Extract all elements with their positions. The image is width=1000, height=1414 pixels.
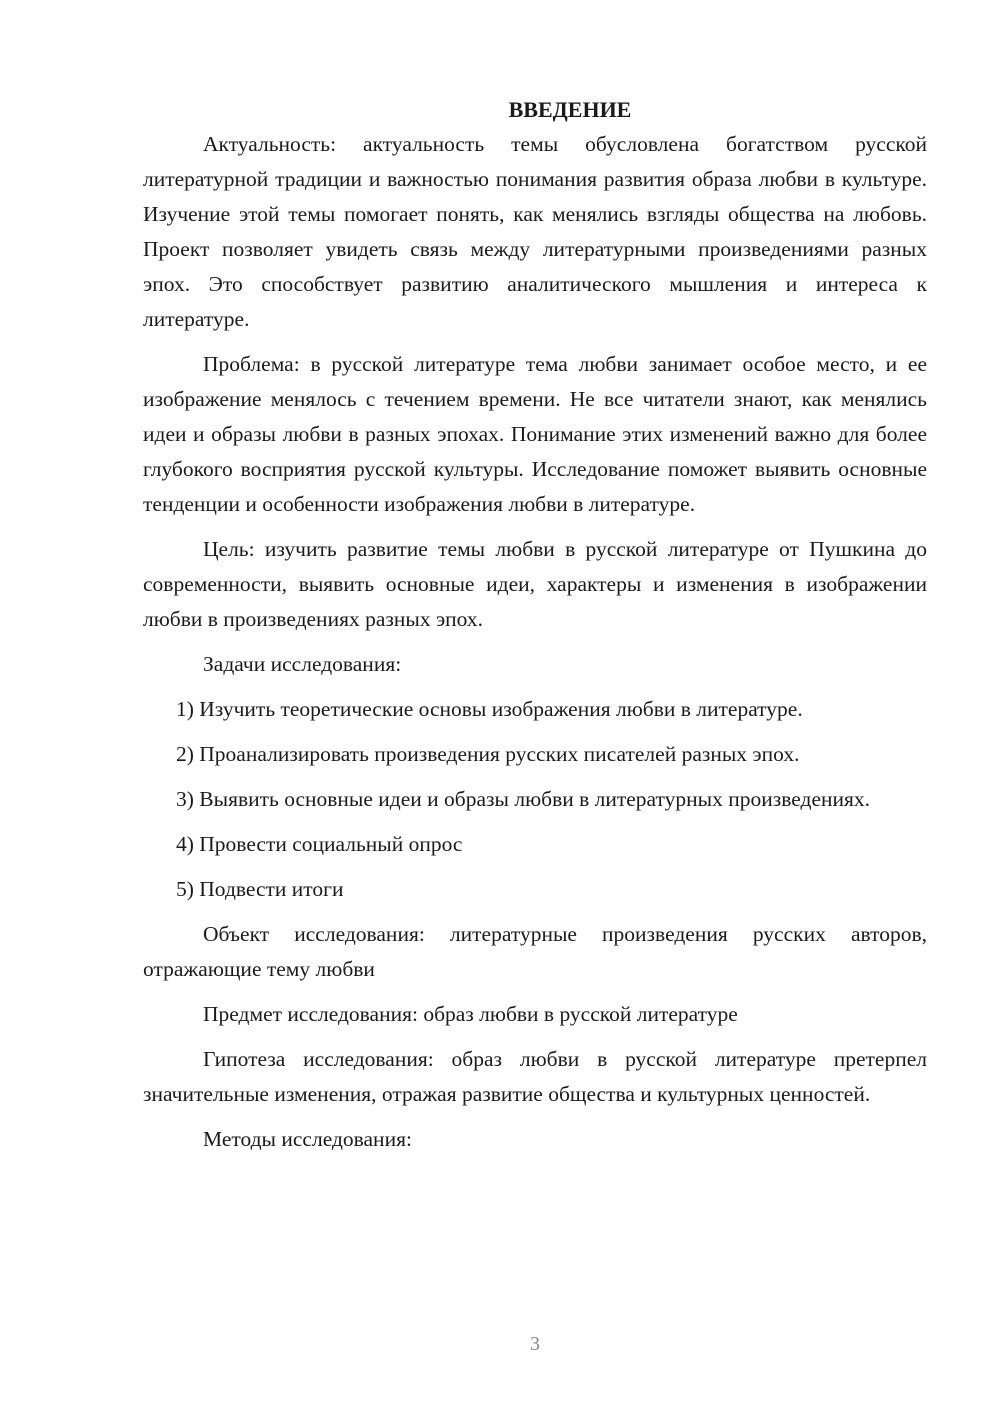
methods-heading: Методы исследования: — [203, 1127, 412, 1151]
problem-paragraph: Проблема: в русской литературе тема любви занимает особое место, и ее изображение менялось с течением времени. Не все читатели знают, как менялись идеи и образы любви в разных эпохах. Понимание этих изменений важно для более глубокого восприятия русской культуры. Исследование поможет выявить основные тенденции и особенности изображения любви в литературе. — [143, 352, 927, 516]
goal-paragraph: Цель: изучить развитие темы любви в русской литературе от Пушкина до современности, выявить основные идеи, характеры и изменения в изображении любви в произведениях разных эпох. — [143, 537, 927, 631]
task-item: 4) Провести социальный опрос — [176, 832, 463, 856]
document-body — [143, 92, 927, 1157]
page-title: ВВЕДЕНИЕ — [508, 97, 632, 122]
object-paragraph: Объект исследования: литературные произведения русских авторов, отражающие тему любви — [143, 922, 927, 981]
hypothesis-paragraph: Гипотеза исследования: образ любви в русской литературе претерпел значительные изменения, отражая развитие общества и культурных ценностей. — [143, 1047, 927, 1106]
task-item: 2) Проанализировать произведения русских писателей разных эпох. — [176, 742, 800, 766]
subject-paragraph: Предмет исследования: образ любви в русской литературе — [203, 1002, 738, 1026]
tasks-heading: Задачи исследования: — [203, 652, 402, 676]
task-item: 3) Выявить основные идеи и образы любви в литературных произведениях. — [176, 787, 871, 811]
page-number: 3 — [530, 1333, 540, 1355]
relevance-paragraph: Актуальность: актуальность темы обусловлена богатством русской литературной традиции и важностью понимания развития образа любви в культуре. Изучение этой темы помогает понять, как менялись взгляды общества на любовь. Проект позволяет увидеть связь между литературными произведениями разных эпох. Это способствует развитию аналитического мышления и интереса к литературе. — [143, 132, 927, 331]
task-item: 1) Изучить теоретические основы изображения любви в литературе. — [176, 697, 803, 721]
task-item: 5) Подвести итоги — [176, 877, 344, 901]
